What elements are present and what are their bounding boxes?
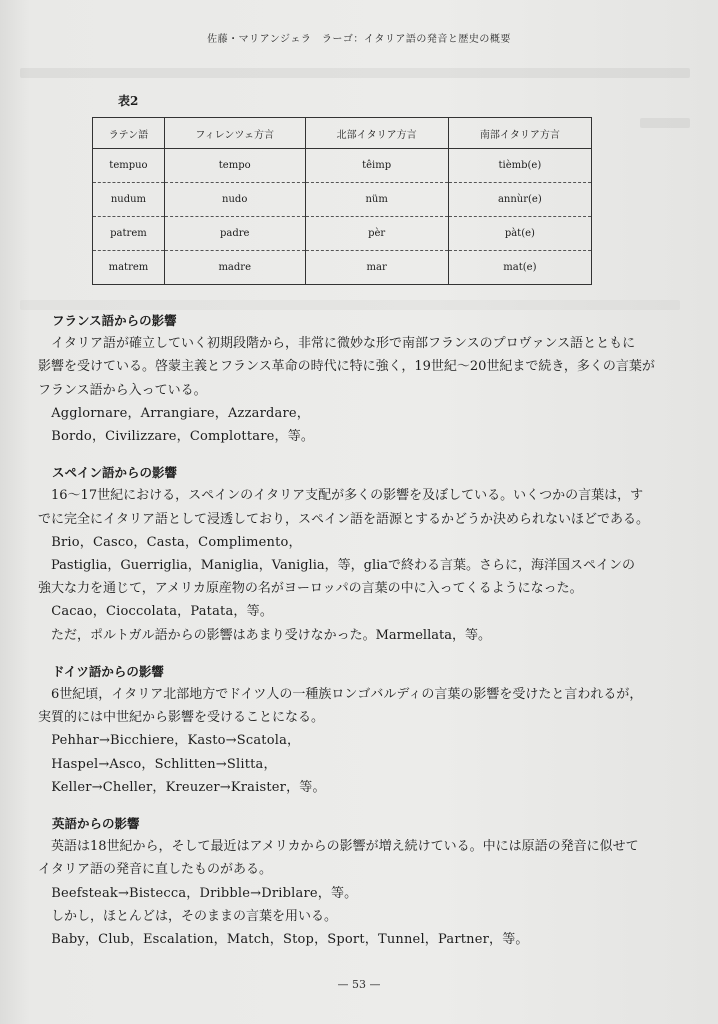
text-line: Brio，Casco，Casta，Complimento， <box>38 534 302 550</box>
table-header-row <box>93 118 592 149</box>
text-line: 6世紀頃，イタリア北部地方でドイツ人の一種族ロンゴバルディの言葉の影響を受けたと言われるが， <box>38 687 643 703</box>
table-cell: padre <box>164 217 305 251</box>
text-line: フランス語から入っている。 <box>38 382 207 398</box>
table-cell: tièmb(e) <box>448 149 591 183</box>
text-line: Cacao，Cioccolata，Patata，等。 <box>38 604 274 620</box>
running-header: 佐藤・マリアンジェラ ラーゴ：イタリア語の発音と歴史の概要 <box>207 34 511 45</box>
section-heading-german: ドイツ語からの影響 <box>52 663 164 679</box>
table-cell: pàt(e) <box>448 217 591 251</box>
section-heading-english: 英語からの影響 <box>52 816 140 832</box>
table-cell: tempuo <box>93 149 165 183</box>
table-cell: patrem <box>93 217 165 251</box>
column-header: 南部イタリア方言 <box>448 118 591 149</box>
text-line: Pehhar→Bicchiere，Kasto→Scatola， <box>38 733 301 749</box>
text-line: Beefsteak→Bistecca，Dribble→Driblare，等。 <box>38 885 358 901</box>
column-header: 北部イタリア方言 <box>305 118 448 149</box>
table-cell: mat(e) <box>448 251 591 285</box>
page-number: — 53 — <box>337 978 381 991</box>
text-line: Haspel→Asco，Schlitten→Slitta， <box>38 756 277 772</box>
body-text <box>38 309 678 951</box>
paragraph <box>38 835 678 951</box>
text-line: イタリア語が確立していく初期段階から，非常に微妙な形で南部フランスのプロヴァンス語とともに <box>38 336 636 352</box>
table-row <box>93 251 592 285</box>
table-cell: annùr(e) <box>448 183 591 217</box>
text-line: 16～17世紀における，スペインのイタリア支配が多くの影響を及ぼしている。いくつかの言葉は，す <box>38 488 644 504</box>
column-header: フィレンツェ方言 <box>164 118 305 149</box>
text-line: Baby，Club，Escalation，Match，Stop，Sport，Tunnel，Partner，等。 <box>38 932 529 948</box>
text-line: Pastiglia，Guerriglia，Maniglia，Vaniglia，等，gliaで終わる言葉。さらに，海洋国スペインの <box>38 558 636 574</box>
text-line: 強大な力を通じて，アメリカ原産物の名がヨーロッパの言葉の中に入ってくるようになった。 <box>38 581 583 597</box>
table-cell: têimp <box>305 149 448 183</box>
table-cell: nudo <box>164 183 305 217</box>
table-row <box>93 217 592 251</box>
text-line: しかし，ほとんどは，そのままの言葉を用いる。 <box>38 908 338 924</box>
table-cell: madre <box>164 251 305 285</box>
text-line: Keller→Cheller，Kreuzer→Kraister，等。 <box>38 779 326 795</box>
column-header: ラテン語 <box>93 118 165 149</box>
section-heading-french: フランス語からの影響 <box>52 313 177 328</box>
text-line: 実質的には中世紀から影響を受けることになる。 <box>38 710 325 726</box>
section-heading-spanish: スペイン語からの影響 <box>52 465 178 481</box>
text-line: Agglornare，Arrangiare，Azzardare， <box>38 405 310 421</box>
text-line: 影響を受けている。啓蒙主義とフランス革命の時代に特に強く，19世紀～20世紀まで続き，多くの言葉が <box>38 359 655 375</box>
bleed-through-line <box>640 118 690 128</box>
table-cell: nudum <box>93 183 165 217</box>
bleed-through-line <box>20 68 690 78</box>
vocabulary-table <box>92 117 592 285</box>
text-line: Bordo，Civilizzare，Complottare，等。 <box>38 429 315 445</box>
paragraph <box>38 683 678 799</box>
table-cell: tempo <box>164 149 305 183</box>
table-cell: mar <box>305 251 448 285</box>
table-row <box>93 149 592 183</box>
paragraph <box>38 484 678 646</box>
table-row <box>93 183 592 217</box>
table-caption: 表2 <box>118 94 139 108</box>
text-line: イタリア語の発音に直したものがある。 <box>38 862 273 878</box>
text-line: でに完全にイタリア語として浸透しており，スペイン語を語源とするかどうか決められないほどである。 <box>38 511 650 527</box>
table-cell: nüm <box>305 183 448 217</box>
table-cell: matrem <box>93 251 165 285</box>
table-cell: pèr <box>305 217 448 251</box>
paragraph <box>38 332 678 448</box>
text-line: ただ，ポルトガル語からの影響はあまり受けなかった。Marmellata，等。 <box>38 627 491 643</box>
text-line: 英語は18世紀から，そして最近はアメリカからの影響が増え続けている。中には原語の発音に似せて <box>38 839 639 855</box>
